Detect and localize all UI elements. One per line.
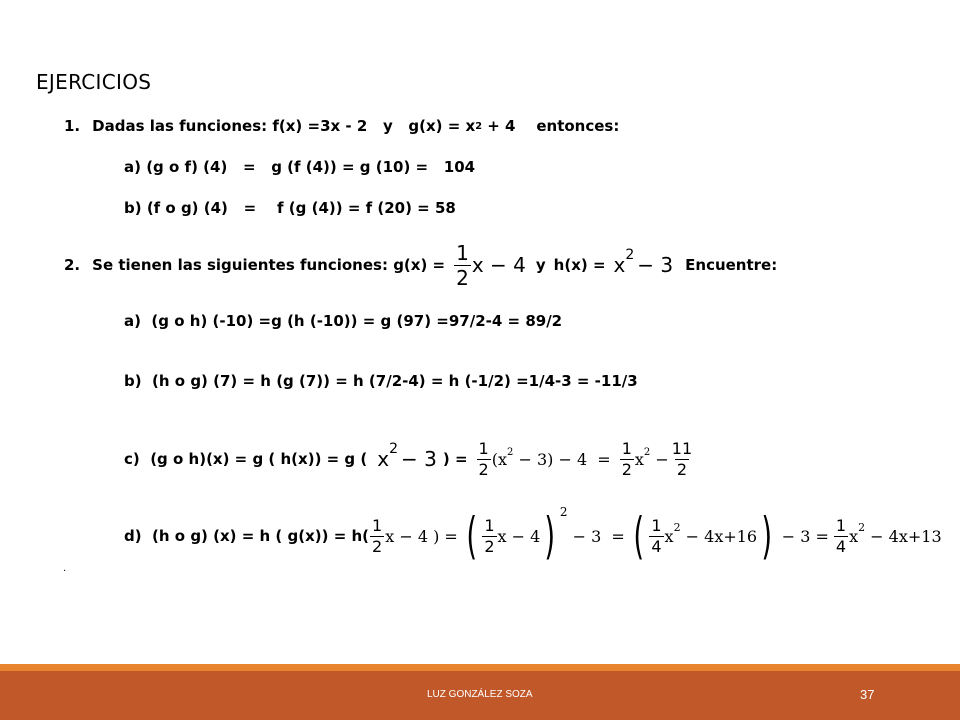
- fraction-numerator: 1: [835, 515, 847, 535]
- slide-title: EJERCICIOS: [36, 70, 152, 94]
- encuentre-label: Encuentre:: [685, 256, 778, 274]
- exercise-2d-square: 2: [559, 505, 568, 519]
- exercise-2-intro: Se tienen las siguientes funciones: g(x) =: [92, 256, 446, 274]
- exercise-2c-minus: −: [650, 449, 669, 469]
- h-base: x: [613, 253, 626, 277]
- exercise-2c-x: x: [377, 447, 390, 471]
- fraction-denominator: 4: [835, 536, 847, 556]
- exercise-2c-x2: x: [634, 449, 644, 469]
- exercise-2c-close: ) =: [442, 450, 468, 468]
- fraction-denominator: 2: [676, 459, 688, 479]
- exercise-1-text-end: + 4 entonces:: [482, 117, 620, 135]
- exercise-2c-lead: c) (g o h)(x) = g ( h(x)) = g (: [124, 450, 368, 468]
- exercise-2c-exponent: 2: [389, 441, 399, 457]
- h-label: h(x) =: [553, 256, 606, 274]
- footer-accent-strip: [0, 664, 960, 671]
- g-fraction: [454, 240, 471, 290]
- exercise-2d-lead: d) (h o g) (x) = h ( g(x)) = h(: [124, 527, 370, 545]
- exercise-2d-frac-4: [834, 515, 848, 556]
- exercise-1a: a) (g o f) (4) = g (f (4)) = g (10) = 104: [124, 158, 476, 176]
- fraction-denominator: 2: [621, 459, 632, 479]
- g-fraction-numerator: 1: [456, 240, 469, 265]
- g-rest: x − 4: [471, 253, 526, 277]
- exercise-2d-term-7: x: [849, 526, 859, 546]
- exercise-2d-term-1: x − 4 ) =: [385, 526, 458, 546]
- exercise-2d-term-8: − 4x+13: [865, 526, 942, 546]
- close-paren-icon: ): [761, 507, 773, 565]
- open-paren-icon: (: [466, 507, 477, 565]
- footer-author: LUZ GONZÁLEZ SOZA: [427, 689, 533, 700]
- exercise-2c-frac-2: [620, 438, 634, 479]
- exercise-2-statement: [64, 239, 777, 291]
- exercise-2d-frac-2: [482, 515, 496, 556]
- fraction-numerator: 1: [621, 438, 632, 458]
- exercise-2c-mid: (x: [491, 449, 507, 469]
- exercise-2d-term-4-exponent: 2: [673, 520, 681, 534]
- exercise-2c-minus3: − 3: [401, 447, 437, 471]
- exercise-2a: a) (g o h) (-10) =g (h (-10)) = g (97) =97/2-4 = 89/2: [124, 312, 563, 330]
- exercise-2c: [124, 434, 695, 484]
- fraction-numerator: 1: [372, 515, 383, 535]
- exercise-2b: b) (h o g) (7) = h (g (7)) = h (7/2-4) = h (-1/2) =1/4-3 = -11/3: [124, 372, 638, 390]
- h-exponent: 2: [625, 247, 635, 263]
- page-number: 37: [860, 687, 875, 702]
- exercise-2c-mid-rest: − 3) − 4 =: [513, 449, 611, 469]
- g-fraction-denominator: 2: [456, 265, 469, 290]
- fraction-denominator: 4: [651, 536, 662, 556]
- exercise-2d-term-3: − 3 =: [567, 526, 625, 546]
- exercise-1-statement: [64, 117, 619, 135]
- open-paren-icon: (: [633, 507, 644, 565]
- exercise-2c-frac-3: [670, 438, 694, 479]
- fraction-denominator: 2: [484, 536, 495, 556]
- fraction-denominator: 2: [478, 459, 489, 479]
- exercise-1-exponent: 2: [475, 120, 483, 132]
- exercise-2d-term-4: x: [664, 526, 674, 546]
- exercise-2c-x2-exponent: 2: [643, 446, 651, 458]
- stray-dot: .: [63, 563, 67, 574]
- fraction-numerator: 1: [484, 515, 495, 535]
- exercise-2d-term-2: x − 4: [497, 526, 541, 546]
- fraction-numerator: 1: [651, 515, 662, 535]
- exercise-2d: [124, 505, 942, 565]
- exercise-2d-frac-3: [649, 515, 663, 556]
- exercise-2d-term-7-exponent: 2: [858, 520, 866, 534]
- h-rest: − 3: [637, 253, 674, 277]
- close-paren-icon: ): [544, 507, 556, 565]
- fraction-numerator: 1: [478, 438, 489, 458]
- exercise-1-text: Dadas las funciones: f(x) =3x - 2 y g(x) = x: [92, 117, 476, 135]
- exercise-1b: b) (f o g) (4) = f (g (4)) = f (20) = 58: [124, 199, 456, 217]
- fraction-numerator: 11: [671, 438, 693, 458]
- exercise-2d-term-6: − 3 =: [776, 526, 829, 546]
- exercise-2-number: 2.: [64, 256, 81, 274]
- exercise-1-number: 1.: [64, 117, 81, 135]
- exercise-2d-term-5: − 4x+16: [680, 526, 758, 546]
- exercise-2-y: y: [535, 256, 546, 274]
- exercise-2c-frac-1: [477, 438, 491, 479]
- exercise-2d-frac-1: [370, 515, 384, 556]
- fraction-denominator: 2: [372, 536, 383, 556]
- exercise-2c-mid-exponent: 2: [506, 446, 514, 458]
